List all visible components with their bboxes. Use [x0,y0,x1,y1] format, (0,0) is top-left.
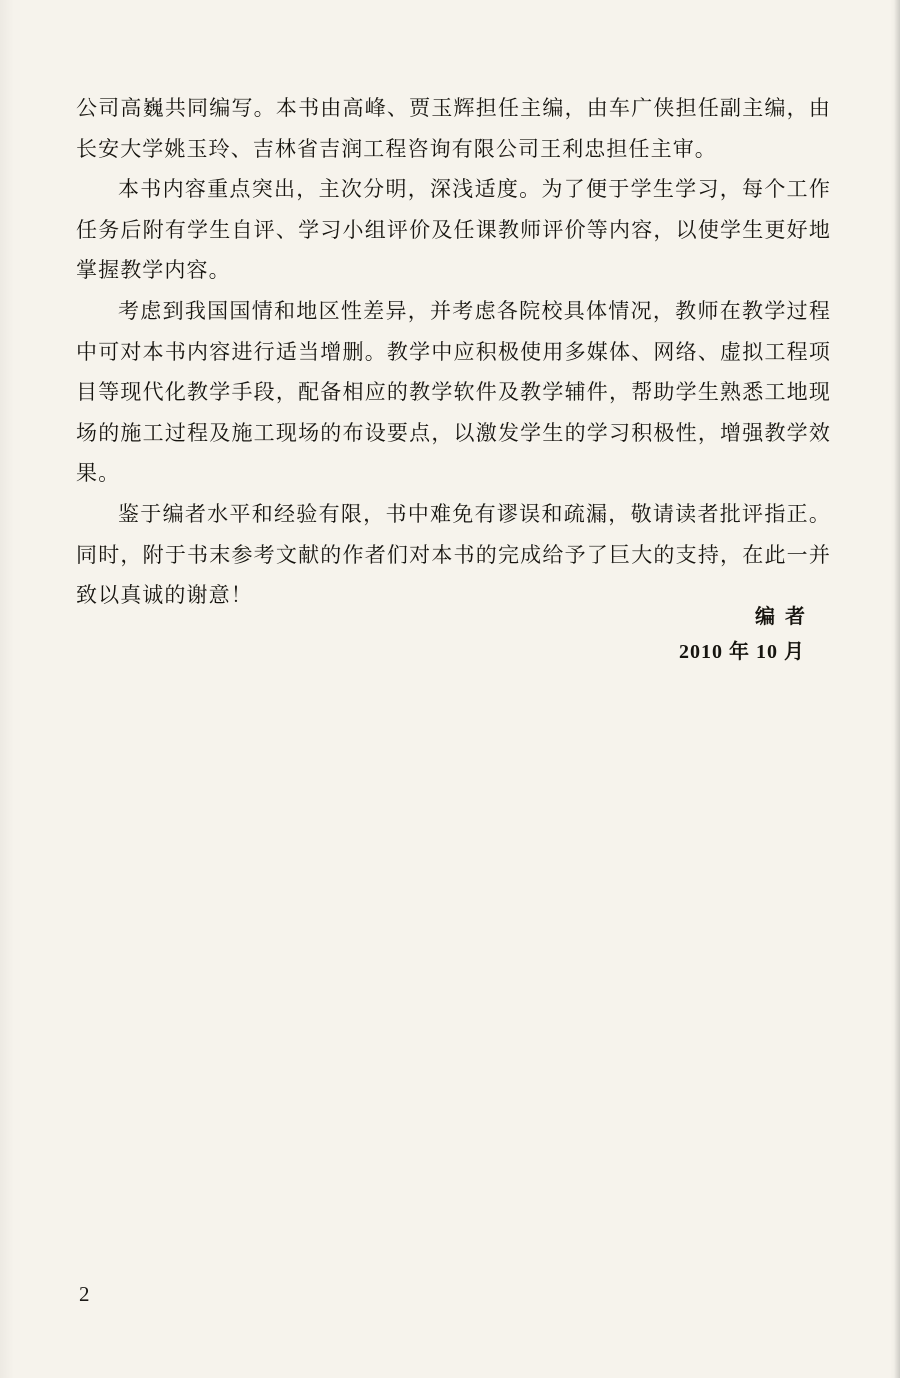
paragraph-2: 本书内容重点突出，主次分明，深浅适度。为了便于学生学习，每个工作任务后附有学生自评、学习小组评价及任课教师评价等内容，以使学生更好地掌握教学内容。 [76,177,831,283]
signature-date: 2010 年 10 月 [679,641,805,663]
body-text [76,88,831,616]
page-number: 2 [79,1282,90,1306]
signature-block [679,598,815,670]
paragraph-3: 考虑到我国国情和地区性差异，并考虑各院校具体情况，教师在教学过程中可对本书内容进行适当增删。教学中应积极使用多媒体、网络、虚拟工程项目等现代化教学手段，配备相应的教学软件及教学辅件，帮助学生熟悉工地现场的施工过程及施工现场的布设要点，以激发学生的学习积极性，增强教学效果。 [76,298,831,486]
paragraph-1: 公司高巍共同编写。本书由高峰、贾玉辉担任主编，由车广侠担任副主编，由长安大学姚玉玲、吉林省吉润工程咨询有限公司王利忠担任主审。 [76,96,831,161]
signature-role: 编者 [755,604,815,628]
page-edge-shadow [894,0,900,1378]
paragraph-4: 鉴于编者水平和经验有限，书中难免有谬误和疏漏，敬请读者批评指正。同时，附于书末参考文献的作者们对本书的完成给予了巨大的支持，在此一并致以真诚的谢意！ [76,501,831,608]
